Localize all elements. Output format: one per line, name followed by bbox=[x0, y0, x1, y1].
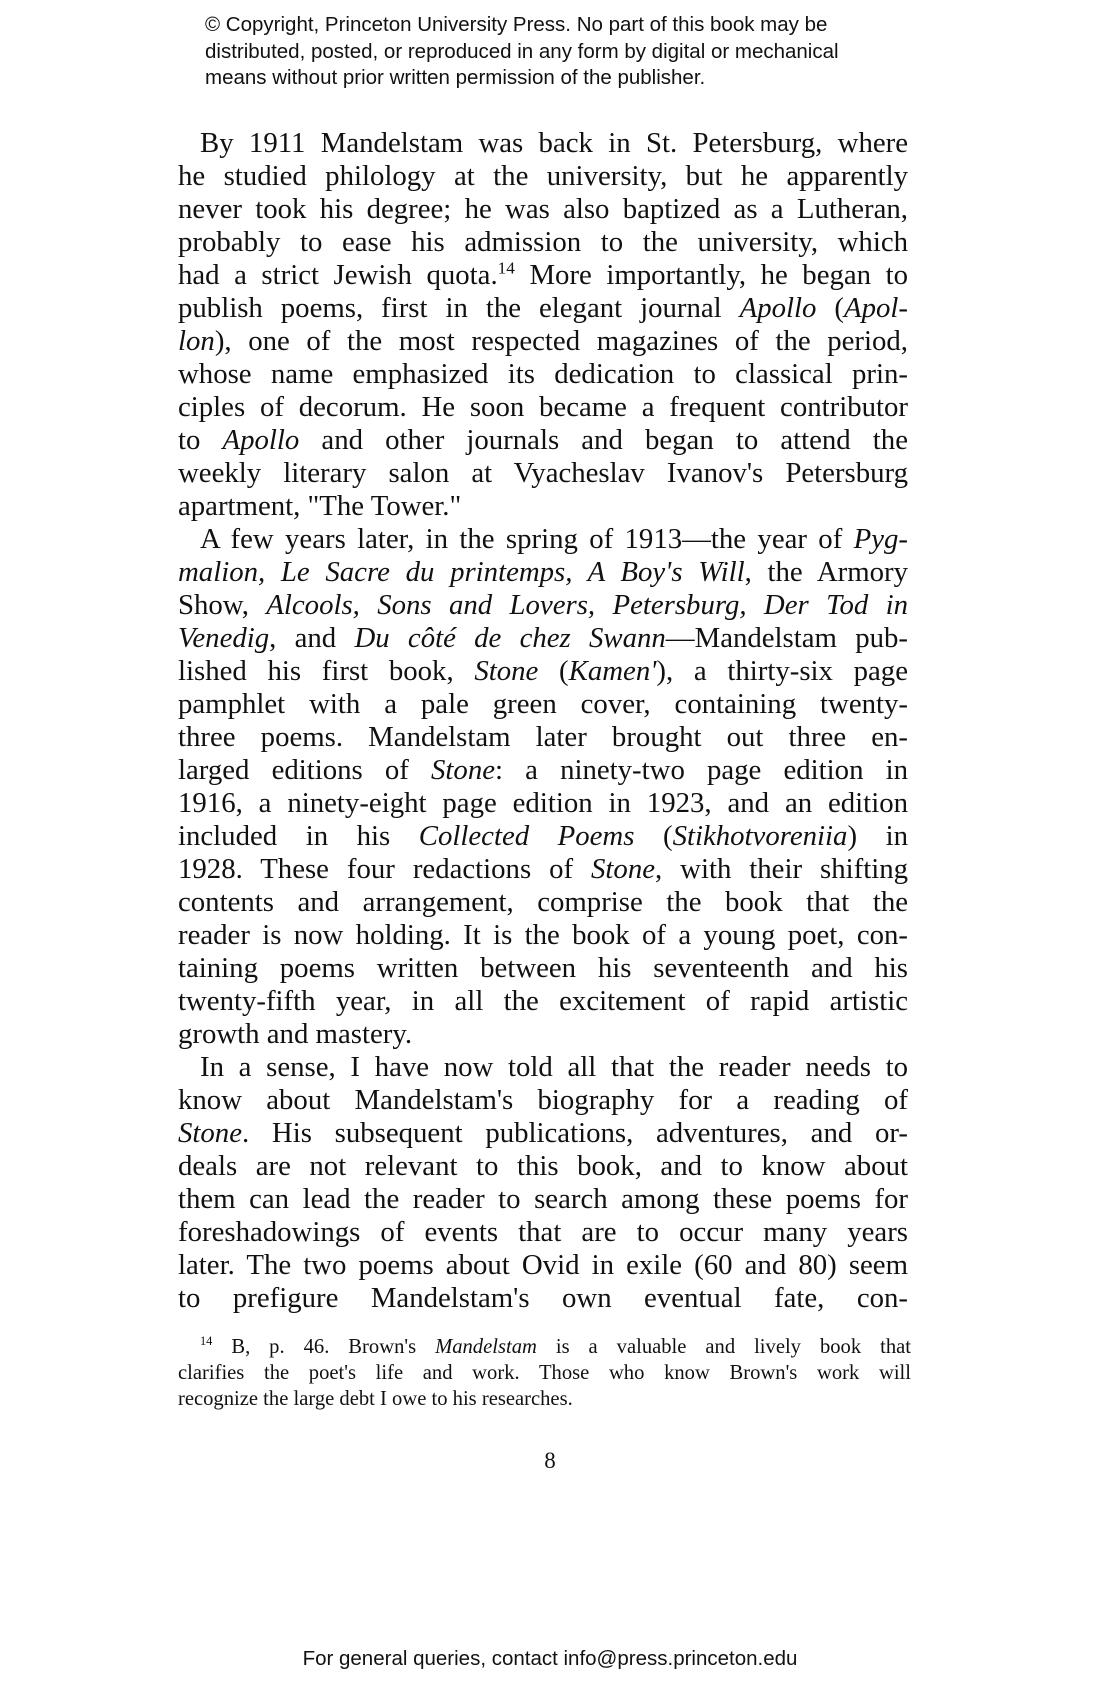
text-line: whose name emphasized its dedication to classical prin- bbox=[178, 358, 908, 390]
body-text bbox=[178, 127, 908, 1315]
text-line: contents and arrangement, comprise the book that the bbox=[178, 886, 908, 918]
text-line: pamphlet with a pale green cover, containing twenty- bbox=[178, 688, 908, 720]
page-number: 8 bbox=[544, 1448, 556, 1473]
text-line: had a strict Jewish quota.$^{14}$ More importantly, he began to bbox=[178, 258, 909, 291]
text-line: malion, Le Sacre du printemps, A Boy's Will, the Armory bbox=[178, 556, 908, 588]
footnotes bbox=[178, 1334, 911, 1412]
text-line: to Apollo and other journals and began to attend the bbox=[178, 424, 908, 456]
text-line: them can lead the reader to search among these poems for bbox=[178, 1183, 908, 1215]
text-line: 1916, a ninety-eight page edition in 1923, and an edition bbox=[178, 787, 908, 819]
text-line: larged editions of Stone: a ninety-two page edition in bbox=[178, 754, 909, 786]
text-line: 1928. These four redactions of Stone, with their shifting bbox=[178, 853, 908, 885]
paragraph bbox=[178, 127, 908, 523]
copyright-notice bbox=[205, 12, 965, 92]
copyright-line: means without prior written permission of the publisher. bbox=[205, 66, 706, 89]
text-line: later. The two poems about Ovid in exile (60 and 80) seem bbox=[178, 1249, 908, 1281]
text-line: know about Mandelstam's biography for a reading of bbox=[178, 1084, 908, 1116]
text-line: to prefigure Mandelstam's own eventual fate, con- bbox=[178, 1282, 908, 1314]
text-line: A few years later, in the spring of 1913—the year of Pyg- bbox=[200, 523, 908, 555]
text-line: probably to ease his admission to the university, which bbox=[178, 226, 908, 258]
text-line: reader is now holding. It is the book of a young poet, con- bbox=[178, 919, 908, 951]
text-line: By 1911 Mandelstam was back in St. Petersburg, where bbox=[200, 127, 908, 159]
text-line: apartment, "The Tower." bbox=[178, 490, 462, 522]
text-line: deals are not relevant to this book, and to know about bbox=[178, 1150, 908, 1182]
text-line: Venedig, and Du côté de chez Swann—Mandelstam pub- bbox=[178, 622, 908, 654]
text-line: he studied philology at the university, but he apparently bbox=[178, 160, 908, 192]
text-line: Stone. His subsequent publications, adventures, and or- bbox=[178, 1117, 908, 1149]
text-line: lished his first book, Stone (Kamen'), a thirty-six page bbox=[178, 655, 908, 687]
copyright-line: © Copyright, Princeton University Press. No part of this book may be bbox=[205, 13, 828, 36]
paragraph bbox=[178, 523, 908, 1051]
paragraph bbox=[178, 1051, 908, 1315]
text-line: twenty-fifth year, in all the excitement of rapid artistic bbox=[178, 985, 908, 1017]
text-line: never took his degree; he was also baptized as a Lutheran, bbox=[178, 193, 908, 225]
footnote-line: recognize the large debt I owe to his researches. bbox=[178, 1388, 573, 1410]
copyright-line: distributed, posted, or reproduced in any form by digital or mechanical bbox=[205, 39, 839, 63]
text-line: three poems. Mandelstam later brought out three en- bbox=[178, 721, 908, 753]
text-line: taining poems written between his seventeenth and his bbox=[178, 952, 908, 984]
text-line: foreshadowings of events that are to occur many years bbox=[178, 1216, 908, 1248]
text-line: Show, Alcools, Sons and Lovers, Petersburg, Der Tod in bbox=[178, 589, 908, 621]
text-line: lon), one of the most respected magazines of the period, bbox=[178, 325, 908, 357]
text-line: included in his Collected Poems (Stikhotvoreniia) in bbox=[178, 820, 908, 852]
text-line: weekly literary salon at Vyacheslav Ivanov's Petersburg bbox=[178, 457, 908, 489]
footnote-line: clarifies the poet's life and work. Those who know Brown's work will bbox=[178, 1362, 911, 1384]
text-line: ciples of decorum. He soon became a frequent contributor bbox=[178, 391, 908, 423]
footer-contact: For general queries, contact info@press.princeton.edu bbox=[302, 1647, 798, 1670]
text-line: publish poems, first in the elegant journal Apollo (Apol- bbox=[178, 292, 908, 324]
text-line: In a sense, I have now told all that the reader needs to bbox=[200, 1051, 908, 1083]
footnote bbox=[178, 1334, 911, 1412]
footnote-line: $^{14}$ B, p. 46. Brown's Mandelstam is a valuable and lively book that bbox=[200, 1334, 911, 1358]
text-line: growth and mastery. bbox=[178, 1018, 413, 1050]
